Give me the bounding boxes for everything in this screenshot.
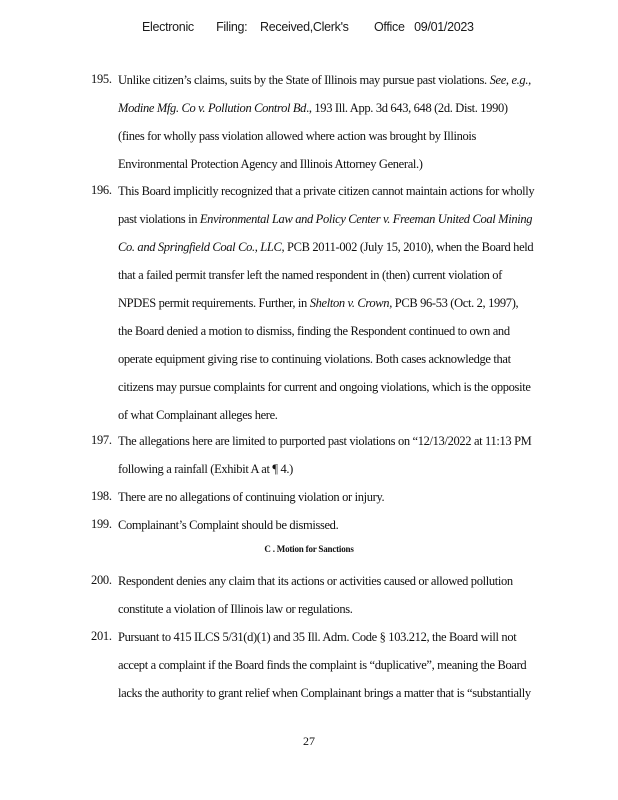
paragraph-line (118, 573, 513, 589)
paragraph-line (118, 100, 508, 116)
filing-stamp-header: Electronic Filing: Received,Clerk's Office 09/01/2023 (142, 20, 474, 34)
paragraph-line (118, 72, 531, 88)
case-citation: Modine Mfg. Co v. Pollution Control Bd (118, 101, 307, 115)
line-text: NPDES permit requirements. Further, in (118, 296, 310, 310)
paragraph-line (118, 629, 516, 645)
paragraph-line (118, 323, 510, 339)
line-text: (fines for wholly pass violation allowed where action was brought by Illinois (118, 129, 477, 143)
paragraph-line (118, 128, 476, 144)
case-citation: See, e.g., (489, 73, 531, 87)
line-text: citizens may pursue complaints for current and ongoing violations, which is the opposite (118, 380, 531, 394)
paragraph-line (118, 295, 518, 311)
line-text: operate equipment giving rise to continuing violations. Both cases acknowledge that (118, 352, 511, 366)
paragraph-line (118, 601, 353, 617)
line-text: constitute a violation of Illinois law or regulations. (118, 602, 353, 616)
paragraph-number: 198. (91, 489, 112, 503)
line-text: This Board implicitly recognized that a private citizen cannot maintain actions for wholly (118, 184, 535, 198)
case-citation: Environmental Law and Policy Center v. Freeman United Coal Mining (199, 212, 533, 226)
paragraph-line (118, 379, 531, 395)
case-citation: Shelton v. Crown, (309, 296, 392, 310)
line-text: past violations in (118, 212, 200, 226)
line-text: of what Complainant alleges here. (118, 408, 278, 422)
paragraph-number: 200. (91, 573, 112, 587)
paragraph-line (118, 433, 531, 449)
paragraph-line (118, 685, 531, 701)
case-citation: Co. and Springfield Coal Co., LLC, (118, 240, 285, 254)
section-heading: C . Motion for Sanctions (264, 544, 354, 554)
line-text: Unlike citizen’s claims, suits by the State of Illinois may pursue past violations. (118, 73, 490, 87)
paragraph-line (118, 239, 533, 255)
paragraph-line (118, 517, 338, 533)
paragraph-number: 196. (91, 183, 112, 197)
page-number: 27 (303, 734, 315, 748)
line-text: Complainant’s Complaint should be dismissed. (118, 518, 339, 532)
paragraph-line (118, 461, 293, 477)
line-text: the Board denied a motion to dismiss, finding the Respondent continued to own and (118, 324, 510, 338)
line-text: Pursuant to 415 ILCS 5/31(d)(1) and 35 Ill. Adm. Code § 103.212, the Board will not (118, 630, 517, 644)
line-text: lacks the authority to grant relief when Complainant brings a matter that is “substantially (118, 686, 531, 700)
line-text: following a rainfall (Exhibit A at ¶ 4.) (118, 462, 293, 476)
line-text: There are no allegations of continuing violation or injury. (118, 490, 385, 504)
paragraph-line (118, 267, 502, 283)
paragraph-line (118, 183, 534, 199)
line-text: PCB 2011-002 (July 15, 2010), when the Board held (284, 240, 534, 254)
line-text: that a failed permit transfer left the named respondent in (then) current violation of (118, 268, 502, 282)
line-text: accept a complaint if the Board finds the complaint is “duplicative”, meaning the Board (118, 658, 527, 672)
paragraph-line (118, 489, 384, 505)
paragraph-line (118, 351, 511, 367)
paragraph-line (118, 407, 278, 423)
line-text: ., 193 Ill. App. 3d 643, 648 (2d. Dist. 1990) (306, 101, 508, 115)
paragraph-number: 201. (91, 629, 112, 643)
paragraph-number: 195. (91, 72, 112, 86)
line-text: Environmental Protection Agency and Illinois Attorney General.) (118, 157, 423, 171)
paragraph-line (118, 156, 423, 172)
line-text: The allegations here are limited to purported past violations on “12/13/2022 at 11:13 PM (118, 434, 532, 448)
paragraph-line (118, 657, 526, 673)
line-text: Respondent denies any claim that its actions or activities caused or allowed pollution (118, 574, 513, 588)
paragraph-number: 197. (91, 433, 112, 447)
line-text: PCB 96-53 (Oct. 2, 1997), (391, 296, 519, 310)
paragraph-number: 199. (91, 517, 112, 531)
paragraph-line (118, 211, 532, 227)
